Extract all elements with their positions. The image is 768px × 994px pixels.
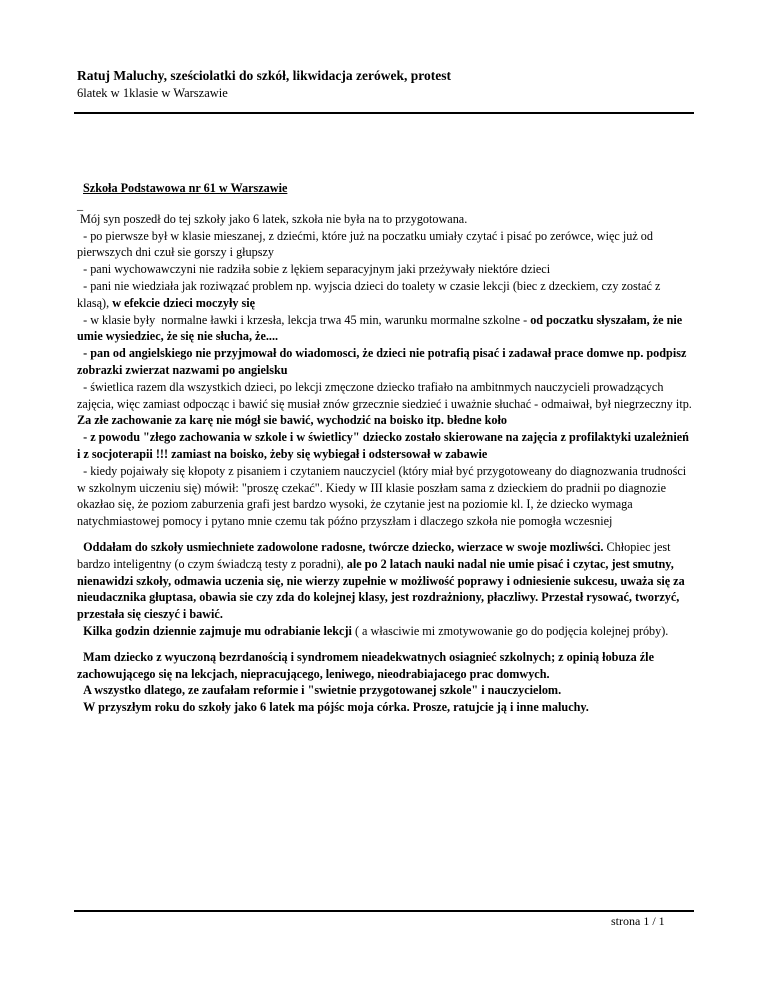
bold-text-run: W przyszłym roku do szkoły jako 6 latek ma pójśc moja córka. Prosze, ratujcie ją i inne maluchy. bbox=[77, 700, 589, 715]
text-run: - świetlica razem dla wszystkich dzieci, po lekcji zmęczone dziecko trafiało na ambitnmych nauczycieli prowadzących zajęcia, więc zamiast odpocząc i bawić się musiał znów grzecznie siedzieć i uważnie słuchać - odmaiwał, był niegrzeczny itp. bbox=[77, 379, 695, 411]
text-run: Chłopiec jest bardzo inteligentny (o czym świadczą testy z poradni), bbox=[77, 539, 674, 571]
document-body bbox=[77, 180, 695, 716]
text-run: - w klasie były normalne ławki i krzesła, lekcja trwa 45 min, warunku mormalne szkolne - bbox=[77, 312, 531, 327]
text-line bbox=[77, 211, 692, 228]
bold-text-run: Kilka godzin dziennie zajmuje mu odrabianie lekcji bbox=[77, 623, 352, 638]
text-line bbox=[77, 649, 692, 683]
text-line bbox=[77, 312, 692, 346]
paragraph-experience-list bbox=[77, 211, 695, 530]
bold-text-run: ale po 2 latach nauki nadal nie umie pisać i czytac, jest smutny, nienawidzi szkoły, odmawia uczenia się, nie wierzy zupełnie w możliwość poprawy i odniesienie sukcesu, uważa się za nieudacznika głuptasa, obawia sie czy zda do kolejnej klasy, jest rozdrażniony, płaczliwy. Przestał rysować, tworzyć, przestała się cieszyć i bawić. bbox=[77, 556, 688, 622]
text-line bbox=[77, 228, 692, 262]
text-line bbox=[77, 463, 692, 530]
page-number: strona 1 / 1 bbox=[611, 914, 665, 928]
document-title: Ratuj Maluchy, sześciolatki do szkół, likwidacja zerówek, protest bbox=[77, 68, 451, 83]
text-line bbox=[77, 261, 692, 278]
dash-mark: _ bbox=[77, 197, 84, 212]
text-line bbox=[77, 623, 692, 640]
text-run: - kiedy pojaiwały się kłopoty z pisaniem i czytaniem nauczyciel (który miał być przygotoweany do diagnozwania trudności w szkolnym uiczeniu się) mówił: "proszę czekać". Kiedy w III klasie poszłam sama z dzieckiem do pradnii po diagnozie okazłao się, że poziom zaburzenia grafi jest bardzo wysoki, że czytanie jest na poziomie kl. I, że dziecko wymaga natychmiastowej pomocy i pytano mnie czemu tak późno przyszłam i dlaczego szkoła nie pomogła wczesniej bbox=[77, 463, 690, 529]
text-line bbox=[77, 379, 695, 429]
text-run: Mój syn poszedł do tej szkoły jako 6 latek, szkoła nie była na to przygotowana. bbox=[77, 211, 468, 226]
text-run: - po pierwsze był w klasie mieszanej, z dziećmi, które już na poczatku umiały czytać i pisać po zerówce, więc już od pierwszych dni czuł sie gorszy i głupszy bbox=[77, 228, 657, 260]
document-subtitle: 6latek w 1klasie w Warszawie bbox=[77, 86, 228, 100]
text-run: - pani nie wiedziała jak roziwązać problem np. wyjscia dzieci do toalety w czasie lekcji (biec z dzeckiem, czy zostać z klasą), bbox=[77, 278, 664, 310]
bottom-divider bbox=[74, 910, 694, 912]
text-line bbox=[77, 539, 692, 623]
text-line bbox=[77, 345, 692, 379]
bold-text-run: w efekcie dzieci moczyły się bbox=[112, 295, 256, 310]
bold-text-run: Oddałam do szkoły usmiechniete zadowolone radosne, twórcze dziecko, wierzace w swoje mozliwści. bbox=[77, 539, 607, 554]
top-divider bbox=[74, 112, 694, 114]
bold-text-run: - pan od angielskiego nie przyjmował do wiadomosci, że dzieci nie potrafią pisać i zadawał prace domwe np. podpisz zobrazki zwierzat nazwami po angielsku bbox=[77, 346, 690, 377]
text-line bbox=[77, 682, 692, 699]
bold-text-run: A wszystko dlatego, ze zaufałam reformie i "swietnie przygotowanej szkole" i nauczycielom. bbox=[77, 683, 562, 698]
text-line bbox=[77, 278, 692, 312]
text-line bbox=[77, 699, 692, 716]
bold-text-run: od poczatku słyszałam, że nie umie wysiedziec, że się nie słucha, że.... bbox=[77, 312, 686, 344]
paragraph-conclusion bbox=[77, 649, 692, 716]
text-run: - pani wychowawczyni nie radziła sobie z lękiem separacyjnym jaki przeżywały niektóre dzieci bbox=[77, 262, 551, 277]
bold-text-run: Mam dziecko z wyuczoną bezrdanością i syndromem nieadekwatnych osiagnieć szkolnych; z opinią łobuza źle zachowującego się na lekcjach, niepracującego, leniwego, nieodrabiajacego prac domwych. bbox=[77, 649, 658, 681]
text-run: ( a własciwie mi zmotywowanie go do podjęcia kolejnej próby). bbox=[351, 623, 669, 638]
bold-text-run: - z powodu "złego zachowania w szkole i w świetlicy" dziecko zostało skierowane na zajęcia z profilaktyki uzależnień i z socjoterapii !!! zamiast na boisko, żeby się wybiegał i odstersował w zabawie bbox=[77, 430, 692, 461]
bold-text-run: Za złe zachowanie za karę nie mógł sie bawić, wychodzić na boisko itp. błedne koło bbox=[77, 413, 507, 428]
text-line bbox=[77, 429, 692, 463]
paragraph-child-state bbox=[77, 539, 692, 640]
school-heading: Szkoła Podstawowa nr 61 w Warszawie bbox=[83, 181, 288, 195]
